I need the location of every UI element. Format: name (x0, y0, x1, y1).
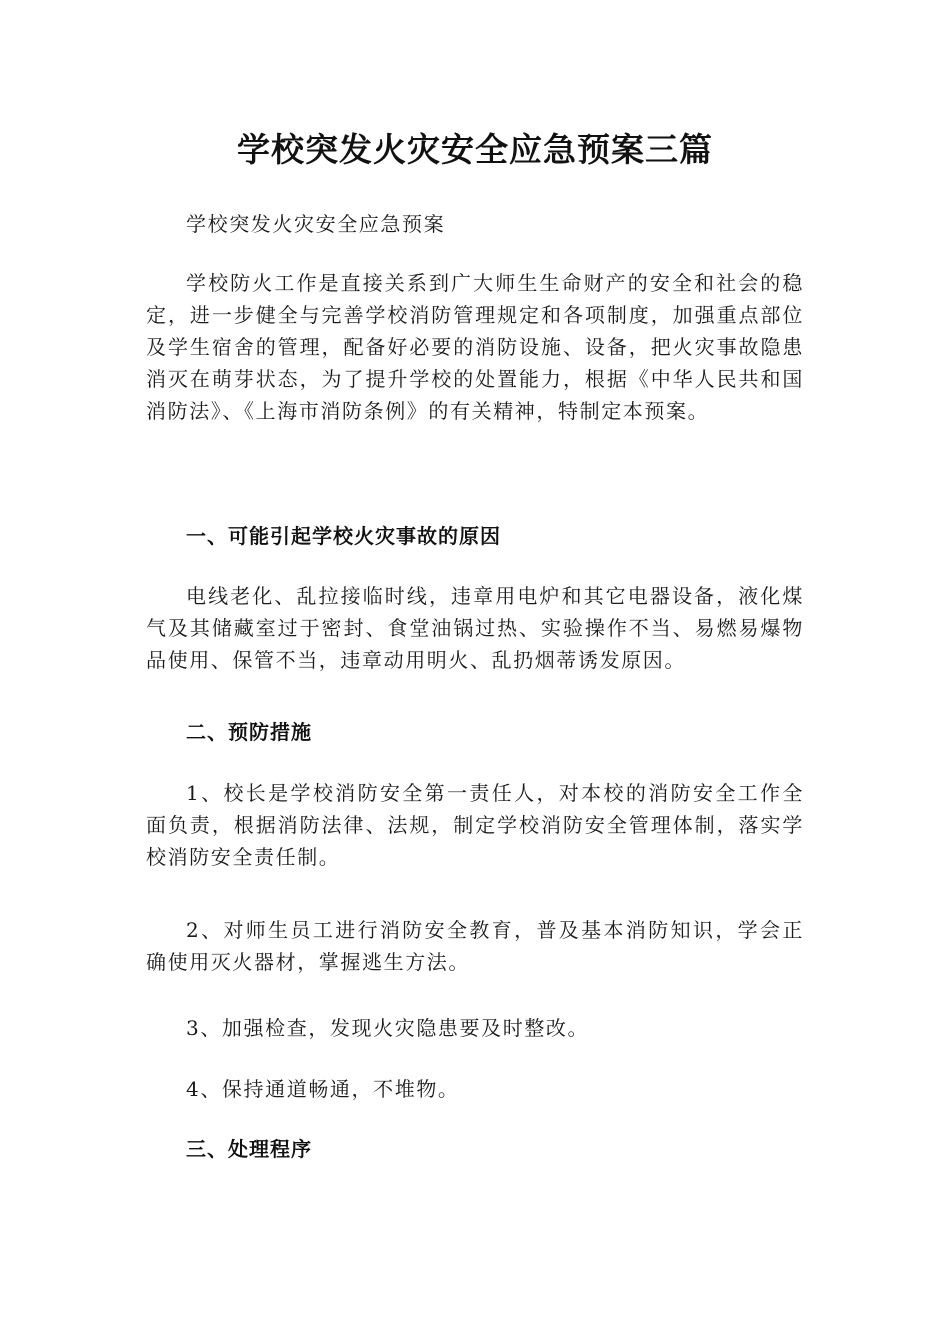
prevention-item: 2、对师生员工进行消防安全教育，普及基本消防知识，学会正确使用灭火器材，掌握逃生方法。 (146, 918, 804, 974)
prevention-item: 1、校长是学校消防安全第一责任人，对本校的消防安全工作全面负责，根据消防法律、法规，制定学校消防安全管理体制，落实学校消防安全责任制。 (146, 781, 804, 869)
causes-paragraph: 电线老化、乱拉接临时线，违章用电炉和其它电器设备，液化煤气及其储藏室过于密封、食堂油锅过热、实验操作不当、易燃易爆物品使用、保管不当，违章动用明火、乱扔烟蒂诱发原因。 (146, 584, 804, 672)
section-heading-causes: 一、可能引起学校火灾事故的原因 (186, 524, 501, 548)
intro-paragraph: 学校防火工作是直接关系到广大师生生命财产的安全和社会的稳定，进一步健全与完善学校消防管理规定和各项制度，加强重点部位及学生宿舍的管理，配备好必要的消防设施、设备，把火灾事故隐患消灭在萌芽状态，为了提升学校的处置能力，根据《中华人民共和国消防法》、《上海市消防条例》的有关精神，特制定本预案。 (146, 271, 804, 423)
prevention-item: 3、加强检查，发现火灾隐患要及时整改。 (186, 1016, 590, 1040)
document-title: 学校突发火灾安全应急预案三篇 (237, 130, 713, 169)
section-heading-prevention: 二、预防措施 (186, 720, 312, 744)
section-heading-procedure: 三、处理程序 (186, 1137, 312, 1161)
prevention-item: 4、保持通道畅通，不堆物。 (186, 1077, 460, 1101)
document-subtitle: 学校突发火灾安全应急预案 (186, 212, 446, 236)
